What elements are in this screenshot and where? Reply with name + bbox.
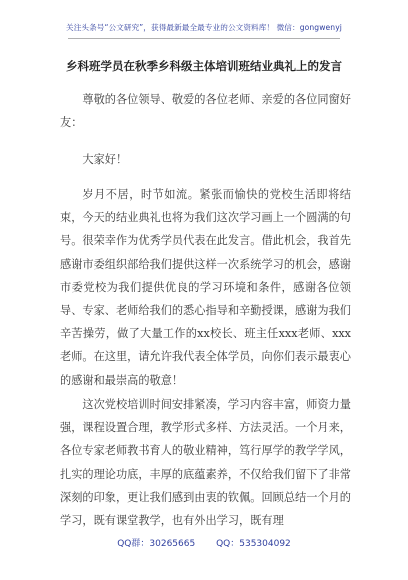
greeting-paragraph: 大家好！ xyxy=(82,153,128,166)
footer-qq: QQ：535304092 xyxy=(216,539,291,549)
footer-qq-group: QQ群：30265665 xyxy=(117,539,196,549)
document-title: 乡科班学员在秋季乡科级主体培训班结业典礼上的发言 xyxy=(66,59,342,73)
body-paragraph-1: 岁月不居，时节如流。紧张而愉快的党校生活即将结束，今天的结业典礼也将为我们这次学习画上一个圆满的句号。很荣幸作为优秀学员代表在此发言。借此机会，我首先感谢市委组织部给我们提供这样一次系统学习的机会，感谢市委党校为我们提供优良的学习环境和条件，感谢各位领导、专家、老师给我们的悉心指导和辛勤授课，感谢为我们辛苦操劳，做了大量工作的xx校长、班主任xxx老师、xxx老师。在这里，请允许我代表全体学员，向你们表示最衷心的感谢和最崇高的敬意！ xyxy=(60,188,351,387)
header-divider xyxy=(68,38,340,39)
footer-contact xyxy=(0,536,408,549)
header-banner: 关注头条号“公文研究”，获得最新最全最专业的公文资料库！ 微信：gongwenyj xyxy=(66,23,342,32)
salutation-paragraph: 尊敬的各位领导、敬爱的各位老师、亲爱的各位同窗好友： xyxy=(60,93,351,130)
body-paragraph-2: 这次党校培训时间安排紧凑，学习内容丰富，师资力量强，课程设置合理，教学形式多样、方法灵活。一个月来，各位专家老师教书育人的敬业精神，笃行厚学的教学学风，扎实的理论功底，丰厚的底蕴素养，不仅给我们留下了非常深刻的印象，更让我们感到由衷的钦佩。回顾总结一个月的学习，既有课堂教学，也有外出学习，既有理 xyxy=(60,398,351,528)
